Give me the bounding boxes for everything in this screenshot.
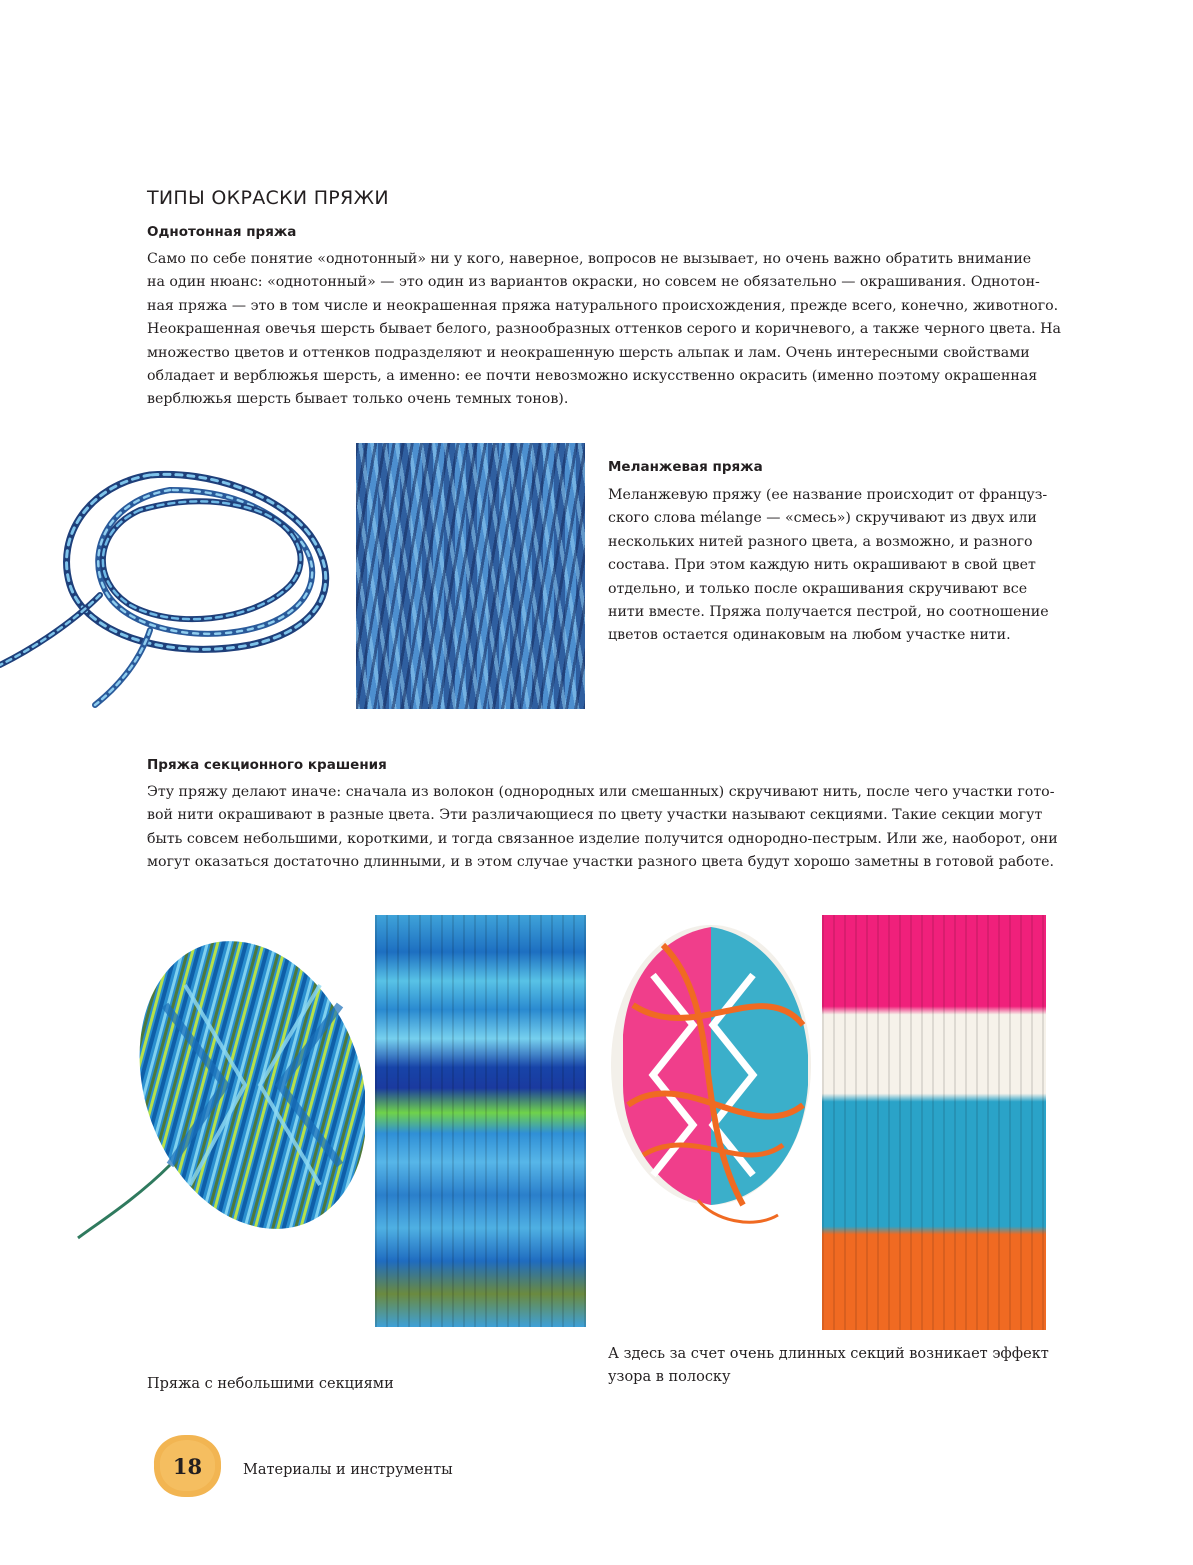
paragraph-line: ского слова mélange — «смесь») скручивают из двух или xyxy=(608,510,1037,527)
paragraph-line: Эту пряжу делают иначе: сначала из волокон (однородных или смешанных) скручивают нить, после чего участки гото- xyxy=(147,784,1055,800)
blue-sectional-yarn-ball-image xyxy=(75,915,365,1245)
long-sections-caption xyxy=(608,1343,1049,1389)
melange-yarn-heading: Меланжевая пряжа xyxy=(608,459,763,475)
melange-yarn-paragraph xyxy=(608,484,1049,648)
chapter-title: Материалы и инструменты xyxy=(243,1462,453,1478)
solid-yarn-heading: Однотонная пряжа xyxy=(147,224,297,240)
paragraph-line: нескольких нитей разного цвета, а возможно, и разного xyxy=(608,533,1033,550)
paragraph-line: Само по себе понятие «однотонный» ни у кого, наверное, вопросов не вызывает, но очень важно обратить внимание xyxy=(147,251,1032,267)
striped-knit-swatch-image xyxy=(822,915,1046,1330)
paragraph-line: на один нюанс: «однотонный» — это один из вариантов окраски, но совсем не обязательно — окрашивания. Однотон- xyxy=(147,274,1040,291)
striped-sectional-yarn-ball-image xyxy=(603,915,818,1235)
caption-line: А здесь за счет очень длинных секций возникает эффект xyxy=(608,1346,1049,1362)
paragraph-line: могут оказаться достаточно длинными, и в этом случае участки разного цвета будут хорошо заметны в готовой работе. xyxy=(147,854,1054,871)
caption-line: узора в полоску xyxy=(608,1369,731,1385)
blue-sectional-knit-swatch-image xyxy=(375,915,586,1327)
small-sections-caption: Пряжа с небольшими секциями xyxy=(147,1376,394,1392)
paragraph-line: ная пряжа — это в том числе и неокрашенная пряжа натурального происхождения, прежде всего, конечно, животного. xyxy=(147,297,1059,314)
paragraph-line: верблюжья шерсть бывает только очень темных тонов). xyxy=(147,391,569,408)
sectional-yarn-paragraph xyxy=(147,781,1058,875)
paragraph-line: состава. При этом каждую нить окрашивают в свой цвет xyxy=(608,557,1036,574)
page-number: 18 xyxy=(172,1453,203,1479)
paragraph-line: обладает и верблюжья шерсть, а именно: ее почти невозможно искусственно окрасить (именно поэтому окрашенная xyxy=(147,368,1038,385)
paragraph-line: вой нити окрашивают в разные цвета. Эти различающиеся по цвету участки называют секциями. Такие секции могут xyxy=(147,807,1043,824)
paragraph-line: цветов остается одинаковым на любом участке нити. xyxy=(608,627,1011,644)
paragraph-line: нити вместе. Пряжа получается пестрой, но соотношение xyxy=(608,604,1049,621)
melange-knit-swatch-image xyxy=(356,443,585,709)
paragraph-line: быть совсем небольшими, короткими, и тогда связанное изделие получится однородно-пестрым. Или же, наоборот, они xyxy=(147,830,1058,847)
paragraph-line: отдельно, и только после окрашивания скручивают все xyxy=(608,580,1028,597)
sectional-yarn-heading: Пряжа секционного крашения xyxy=(147,757,387,773)
paragraph-line: Неокрашенная овечья шерсть бывает белого, разнообразных оттенков серого и коричневого, а также черного цвета. На xyxy=(147,321,1061,338)
paragraph-line: множество цветов и оттенков подразделяют и неокрашенную шерсть альпак и лам. Очень интересными свойствами xyxy=(147,344,1030,361)
section-title: ТИПЫ ОКРАСКИ ПРЯЖИ xyxy=(147,187,389,209)
solid-yarn-paragraph xyxy=(147,248,1061,412)
paragraph-line: Меланжевую пряжу (ее название происходит от француз- xyxy=(608,487,1048,503)
melange-yarn-coil-image xyxy=(0,455,360,715)
